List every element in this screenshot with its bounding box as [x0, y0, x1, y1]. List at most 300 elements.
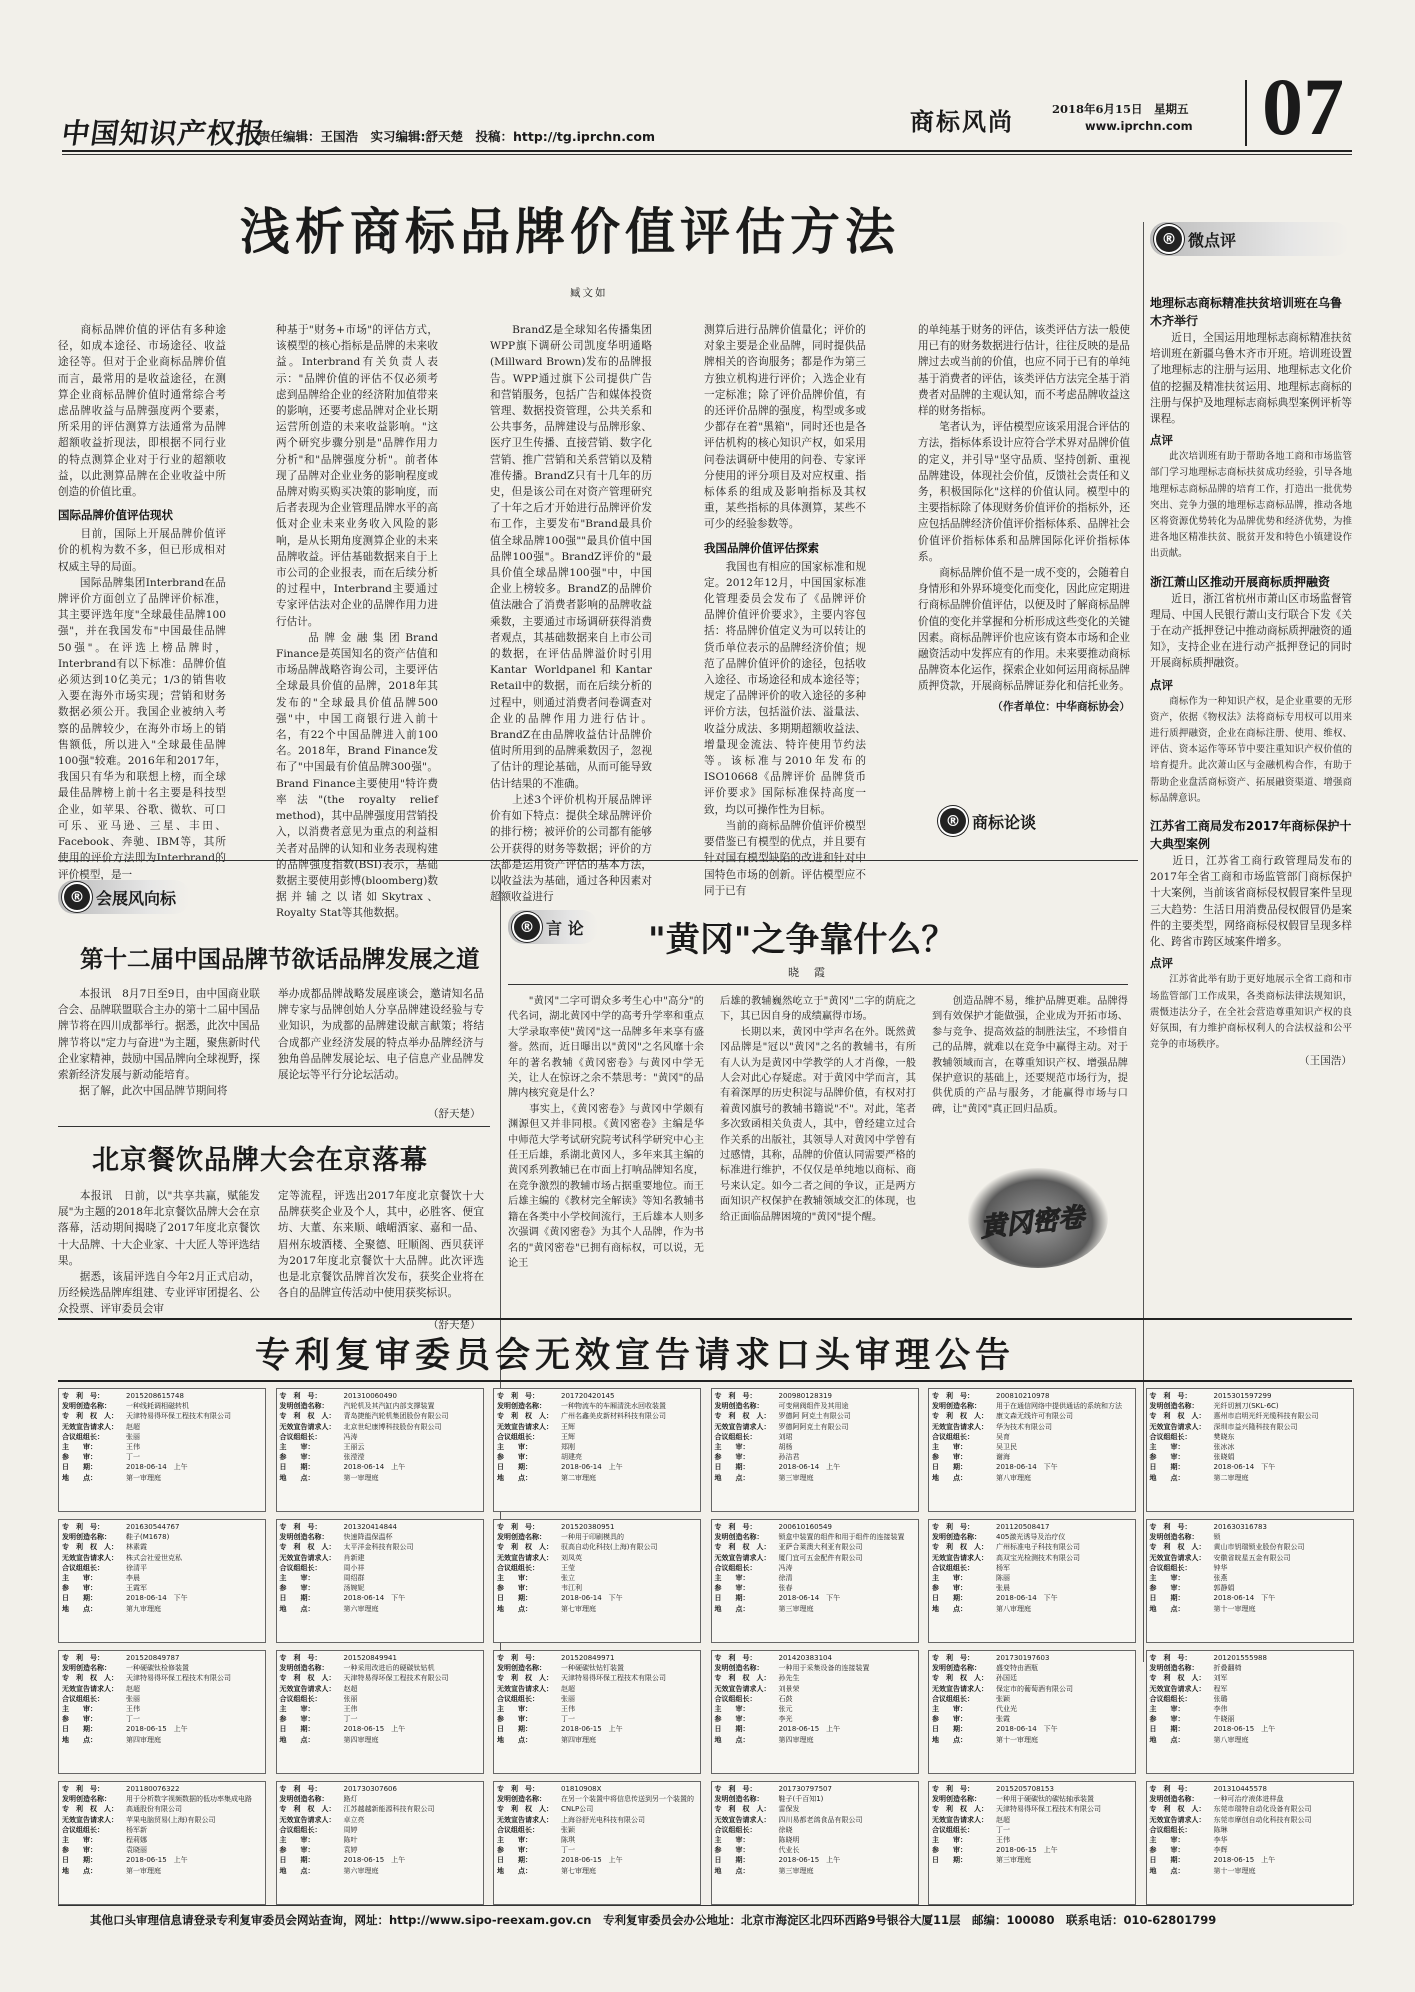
notice-field-label: 专 利 权 人： — [714, 1674, 771, 1683]
notice-field-label: 地 点： — [1149, 1735, 1185, 1744]
notice-field-value: 四川易都老鸽食品有限公司 — [778, 1815, 863, 1824]
notice-field-label: 主 审： — [497, 1574, 532, 1583]
micro-review-tag — [1150, 222, 1350, 256]
notice-field — [62, 1422, 262, 1432]
notice-field-value: 陈丽 — [996, 1574, 1010, 1583]
notice-field — [1150, 1835, 1350, 1845]
notice-field-value: 汽轮机及其汽缸内部支撑装置 — [343, 1402, 435, 1411]
notice-field-label: 专 利 号： — [279, 1392, 322, 1400]
notice-field — [1150, 1673, 1350, 1683]
notice-field — [497, 1604, 697, 1614]
notice-field — [932, 1714, 1132, 1724]
notice-field-label: 参 审： — [62, 1453, 97, 1462]
hearing-notice — [1146, 1519, 1354, 1643]
notice-field — [497, 1684, 697, 1694]
notice-field-label: 无效宣告请求人： — [279, 1553, 336, 1562]
notice-field-label: 专 利 号： — [932, 1392, 974, 1400]
notice-field-label: 专 利 权 人： — [932, 1543, 988, 1552]
notice-field — [932, 1694, 1132, 1704]
hearing-notice — [276, 1388, 484, 1512]
notice-field-label: 专 利 权 人： — [932, 1412, 988, 1421]
notice-field-value: 在另一个装置中将信息传送到另一个装置的 — [561, 1795, 694, 1804]
notice-field-value: 第一审理庭 — [343, 1473, 379, 1482]
notice-field-value: 第三审理庭 — [778, 1604, 814, 1613]
article-column-1 — [58, 322, 226, 883]
notice-field — [1150, 1563, 1350, 1573]
notice-field — [497, 1573, 697, 1583]
notice-field — [280, 1684, 480, 1694]
notice-field — [62, 1835, 262, 1845]
notice-field-label: 专 利 号： — [932, 1785, 974, 1793]
notice-field-value: 王伟 — [126, 1705, 140, 1714]
notice-field — [497, 1473, 697, 1483]
notice-field-value: 孙国廷 — [996, 1674, 1017, 1683]
notice-field-value: 200610160549 — [778, 1523, 832, 1531]
notice-field-label: 无效宣告请求人： — [714, 1684, 771, 1693]
notice-field — [932, 1563, 1132, 1573]
notice-field — [280, 1714, 480, 1724]
notice-field — [715, 1714, 915, 1724]
notice-field-label: 日 期： — [62, 1856, 97, 1865]
notice-field-label: 主 审： — [62, 1574, 97, 1583]
notice-field-label: 日 期： — [62, 1725, 97, 1734]
notice-field-value: 东莞市瑞特自动化设备有限公司 — [1213, 1805, 1312, 1814]
notice-field-label: 无效宣告请求人： — [714, 1815, 771, 1824]
notice-field-label: 发明创造名称： — [1149, 1795, 1199, 1804]
notice-field-value: 天津特易得环保工程技术有限公司 — [343, 1674, 449, 1683]
hearing-notice — [711, 1388, 919, 1512]
notice-field-value: 第六审理庭 — [343, 1866, 379, 1875]
notice-field — [280, 1815, 480, 1825]
notice-field-value: 张立 — [561, 1574, 575, 1583]
masthead-section-name: 商标风尚 — [910, 107, 1014, 136]
notice-field-value: 01810908X — [561, 1785, 602, 1793]
notice-field — [932, 1573, 1132, 1583]
notice-field — [497, 1825, 697, 1835]
notice-field-label: 发明创造名称： — [497, 1533, 546, 1542]
notice-field — [715, 1422, 915, 1432]
notice-field-label: 日 期： — [279, 1463, 315, 1472]
notice-field-value: 雷保发 — [778, 1805, 800, 1814]
notice-field — [280, 1473, 480, 1483]
notice-field-value: 2018-06-15 上午 — [561, 1856, 623, 1865]
notice-field-value: 2018-06-14 下午 — [343, 1594, 406, 1603]
notice-field — [932, 1391, 1132, 1401]
notice-field — [62, 1804, 262, 1814]
notice-field-label: 无效宣告请求人： — [1149, 1684, 1206, 1693]
notice-field-label: 主 审： — [932, 1443, 967, 1452]
notice-field-label: 无效宣告请求人： — [1149, 1422, 1206, 1431]
page-footer: 其他口头审理信息请登录专利复审委员会网站查询，网址：http://www.sipo-reexam.gov.cn 专利复审委员会办公地址：北京市海淀区北四环西路9号银谷大厦11层 邮编：100080 联系电话：010-62801799 — [90, 1913, 1217, 1927]
notice-field-label: 专 利 权 人： — [279, 1674, 336, 1683]
notice-field — [497, 1866, 697, 1876]
notice-field-value: 徐晓 — [778, 1825, 793, 1834]
notice-field — [62, 1411, 262, 1421]
notice-field-value: 鞋子(M1678) — [126, 1533, 170, 1542]
notice-field — [715, 1604, 915, 1614]
notice-field-label: 地 点： — [932, 1604, 967, 1613]
notice-field-value: 周婷 — [343, 1825, 358, 1834]
notice-field-label: 主 审： — [497, 1705, 532, 1714]
notice-field-value: 周绍群 — [343, 1574, 365, 1583]
notice-field — [62, 1583, 262, 1593]
notice-field — [62, 1663, 262, 1673]
notice-field-value: 一种采用改进后的硬碳钛钻机 — [343, 1664, 435, 1673]
notice-field — [280, 1694, 480, 1704]
notice-field-value: 201120508417 — [996, 1523, 1050, 1531]
notice-field-label: 专 利 权 人： — [714, 1805, 771, 1814]
notice-field-label: 专 利 号： — [1149, 1785, 1192, 1793]
notice-field-label: 参 审： — [62, 1715, 97, 1724]
notice-field-label: 发明创造名称： — [714, 1533, 764, 1542]
notice-field-label: 专 利 号： — [1149, 1523, 1192, 1531]
notice-field-value: 张晨 — [996, 1584, 1010, 1593]
notice-field-value: 陈叶 — [343, 1836, 358, 1845]
notice-field-label: 主 审： — [1149, 1705, 1185, 1714]
notice-field — [497, 1391, 697, 1401]
notice-field-label: 专 利 号： — [932, 1654, 974, 1662]
notice-field-label: 专 利 权 人： — [279, 1805, 336, 1814]
notice-field — [497, 1794, 697, 1804]
notice-field-value: 2015301597299 — [1213, 1392, 1272, 1400]
meeting-article-2-sign: （舒天楚） — [428, 1319, 481, 1331]
article-paragraph: 商标品牌价值的评估有多种途径，如成本途径、市场途径、收益途径等。但对于企业商标品牌价值而言，最常用的是收益途径，在测算企业商标品牌价值时通常综合考虑品牌收益与品牌强度两个要素，所采用的评估测算方法通常为品牌超额收益折现法，即根据不同行业的特点测算企业对于行业的超额收益，以此测算品牌在企业收益中所创造的价值比重。 — [58, 324, 226, 499]
notice-field-label: 专 利 权 人： — [279, 1543, 336, 1552]
image-title-text: 黄冈密卷 — [978, 1202, 1086, 1244]
notice-field-value: 冯涛 — [778, 1563, 793, 1572]
notice-field-label: 地 点： — [932, 1735, 967, 1744]
notice-field-value: 罗德阿 阿克土有限公司 — [778, 1412, 851, 1421]
notice-field — [62, 1532, 262, 1542]
notice-field — [1150, 1714, 1350, 1724]
notice-field — [715, 1724, 915, 1734]
notice-field — [497, 1452, 697, 1462]
notice-field — [280, 1835, 480, 1845]
meeting-headline-1: 第十二届中国品牌节欲话品牌发展之道 — [80, 945, 480, 973]
notice-field — [932, 1815, 1132, 1825]
notice-field-value: 王辉 — [561, 1432, 575, 1441]
notice-field — [497, 1694, 697, 1704]
notice-field — [715, 1704, 915, 1714]
notice-field-value: 201180076322 — [126, 1785, 180, 1793]
notice-field — [62, 1704, 262, 1714]
registered-mark-icon: ® — [64, 884, 90, 910]
notice-field-value: 冯涛 — [343, 1432, 358, 1441]
notice-field — [497, 1714, 697, 1724]
notice-field — [715, 1835, 915, 1845]
notice-field-value: 2018-06-15 上午 — [996, 1846, 1058, 1855]
notice-field-value: 王霞军 — [126, 1584, 147, 1593]
notice-field — [932, 1432, 1132, 1442]
notice-field — [1150, 1401, 1350, 1411]
notice-field-value: 谢海 — [996, 1453, 1010, 1462]
notice-field-label: 参 审： — [1149, 1584, 1185, 1593]
notice-field-label: 发明创造名称： — [497, 1664, 546, 1673]
notice-field — [932, 1825, 1132, 1835]
notice-field-value: 郭静娟 — [1213, 1584, 1235, 1593]
notice-field-label: 参 审： — [1149, 1715, 1185, 1724]
notice-field-value: 吴卫民 — [996, 1443, 1017, 1452]
notice-field — [932, 1401, 1132, 1411]
notice-field-value: 江苏越越新能源科技有限公司 — [343, 1805, 435, 1814]
notice-field-value: 代业长 — [778, 1846, 800, 1855]
notice-field-label: 参 审： — [1149, 1453, 1185, 1462]
notice-field-value: 一种用于印刷模具的 — [561, 1533, 624, 1542]
notice-field-value: 丁一 — [126, 1715, 140, 1724]
notice-field-value: 张霞 — [996, 1715, 1010, 1724]
hearing-notice — [493, 1650, 701, 1774]
notice-field-label: 无效宣告请求人： — [1149, 1553, 1206, 1562]
notice-field — [497, 1401, 697, 1411]
notice-field — [280, 1401, 480, 1411]
notice-field-label: 合议组组长： — [1149, 1563, 1192, 1572]
notice-field-label: 地 点： — [62, 1735, 97, 1744]
notice-field — [280, 1866, 480, 1876]
notice-field-label: 无效宣告请求人： — [714, 1422, 771, 1431]
notice-field-value: 康文森无线许可有限公司 — [996, 1412, 1073, 1421]
notice-field — [280, 1532, 480, 1542]
notice-field-value: 快速降温保温杯 — [343, 1533, 393, 1542]
notice-field — [62, 1522, 262, 1532]
main-byline: 臧文如 — [570, 287, 608, 299]
notice-field-label: 专 利 权 人： — [497, 1543, 553, 1552]
notice-field-value: 赵超 — [126, 1422, 140, 1431]
commentary-column-3: 创造品牌不易，维护品牌更难。品牌得到有效保护才能做强，企业成为开拓市场、参与竞争、提高效益的制胜法宝，不珍惜自己的品牌，就难以在竞争中赢得主动。对于教辅领域而言，在尊重知识产权、增强品牌保护意识的基础上，还要规范市场行为，提供优质的产品与服务，才能赢得市场与口碑，让"黄冈"真正回归品质。 — [932, 996, 1128, 1115]
notice-field-value: 代业光 — [996, 1705, 1017, 1714]
notice-field — [715, 1653, 915, 1663]
notice-field — [715, 1855, 915, 1865]
masthead-date: 2018年6月15日 星期五 — [1052, 102, 1189, 116]
notice-field — [497, 1522, 697, 1532]
notice-field — [1150, 1845, 1350, 1855]
notice-field — [715, 1462, 915, 1472]
notice-field-label: 参 审： — [932, 1584, 967, 1593]
notice-field-label: 主 审： — [279, 1574, 315, 1583]
notice-field-label: 无效宣告请求人： — [932, 1553, 988, 1562]
notice-field — [497, 1593, 697, 1603]
notice-field-value: 200810210978 — [996, 1392, 1050, 1400]
notice-field-value: 高双宝光检测技术有限公司 — [996, 1553, 1080, 1562]
notice-field-value: 李伟 — [1213, 1705, 1228, 1714]
notice-field-value: 徐清平 — [126, 1563, 147, 1572]
notice-field-label: 参 审： — [279, 1453, 315, 1462]
notice-field-value: 2018-06-15 上午 — [778, 1856, 841, 1865]
notice-field-label: 参 审： — [932, 1715, 967, 1724]
notice-field — [280, 1855, 480, 1865]
meeting-section-tag — [58, 880, 190, 914]
notice-field-value: 青岛捷能汽轮机集团股份有限公司 — [343, 1412, 449, 1421]
notice-field — [1150, 1411, 1350, 1421]
masthead-url: www.iprchn.com — [1085, 119, 1193, 133]
notice-field-label: 发明创造名称： — [62, 1402, 111, 1411]
notice-field-value: 2015205708153 — [996, 1785, 1054, 1793]
notice-field-label: 专 利 号： — [62, 1654, 104, 1662]
notice-field-label: 专 利 号： — [1149, 1392, 1192, 1400]
notice-field-value: 刘景荣 — [778, 1684, 800, 1693]
hearing-notice — [58, 1519, 266, 1643]
notice-field-value: 陈琳 — [1213, 1825, 1228, 1834]
notice-field — [497, 1462, 697, 1472]
notice-field — [62, 1794, 262, 1804]
notice-field-value: 张丽 — [561, 1694, 575, 1703]
notice-field — [1150, 1684, 1350, 1694]
notice-field-label: 专 利 号： — [62, 1523, 104, 1531]
notice-field-label: 日 期： — [714, 1594, 750, 1603]
hearing-notice — [1146, 1388, 1354, 1512]
notice-field-label: 地 点： — [279, 1604, 315, 1613]
notice-field — [715, 1563, 915, 1573]
notice-field-label: 无效宣告请求人： — [279, 1815, 336, 1824]
notice-field — [715, 1401, 915, 1411]
notice-field-label: 合议组组长： — [714, 1825, 757, 1834]
notice-field — [932, 1473, 1132, 1483]
registered-mark-icon: ® — [514, 914, 540, 940]
notice-field-value: 一种可治疗液体进样盘 — [1213, 1795, 1284, 1804]
notice-field — [280, 1825, 480, 1835]
meeting-headline-2: 北京餐饮品牌大会在京落幕 — [92, 1145, 428, 1176]
notice-field-value: 丁一 — [126, 1453, 140, 1462]
notice-field-value: 张元 — [778, 1705, 793, 1714]
notice-field-value: 刘军 — [1213, 1674, 1228, 1683]
notice-field-label: 发明创造名称： — [932, 1533, 981, 1542]
notice-field-value: 安徽省皖星五金有限公司 — [1213, 1553, 1291, 1562]
notice-field-value: 第四审理庭 — [561, 1735, 596, 1744]
notice-field-value: 2018-06-14 下午 — [996, 1594, 1058, 1603]
notice-field-value: 张丽 — [343, 1694, 358, 1703]
hearing-notice — [58, 1781, 266, 1905]
notice-field — [280, 1583, 480, 1593]
notice-field-value: 保定市的葡萄酒有限公司 — [996, 1684, 1073, 1693]
notice-field-label: 无效宣告请求人： — [497, 1422, 553, 1431]
huanggang-exam-book-image — [968, 1168, 1108, 1268]
notice-field — [932, 1411, 1132, 1421]
notice-field-label: 主 审： — [932, 1705, 967, 1714]
notice-field-label: 专 利 号： — [1149, 1654, 1192, 1662]
notice-field-value: 王莹 — [561, 1563, 575, 1572]
notice-field-value: 光纤切割刀(SKL-6C) — [1213, 1402, 1279, 1411]
notice-field — [1150, 1432, 1350, 1442]
notice-field-label: 主 审： — [279, 1443, 315, 1452]
notice-field-value: 第三审理庭 — [778, 1866, 814, 1875]
notice-field — [715, 1442, 915, 1452]
notice-field-value: 第四审理庭 — [343, 1735, 379, 1744]
notice-field-value: 陈晓明 — [778, 1836, 800, 1845]
notice-field-value: 第十一审理庭 — [996, 1735, 1038, 1744]
notice-field-label: 专 利 权 人： — [932, 1805, 988, 1814]
hearing-notice — [1146, 1650, 1354, 1774]
notice-field-label: 无效宣告请求人： — [932, 1422, 988, 1431]
notice-field — [1150, 1825, 1350, 1835]
notice-field — [1150, 1724, 1350, 1734]
notice-field — [280, 1452, 480, 1462]
notice-field-value: 用于分析数字视频数据的低功率集成电路 — [126, 1795, 252, 1804]
notice-field-label: 合议组组长： — [1149, 1825, 1192, 1834]
notice-field — [280, 1845, 480, 1855]
notice-field-value: 2018-06-14 上午 — [126, 1463, 188, 1472]
notice-field — [62, 1866, 262, 1876]
notice-field-value: 一种用于硬碳钛的碳钻轴承装置 — [996, 1795, 1094, 1804]
review-label: 点评 — [1150, 677, 1173, 692]
notice-field — [62, 1442, 262, 1452]
notice-field-label: 主 审： — [279, 1836, 315, 1845]
notice-field-value: 杨军新 — [126, 1825, 147, 1834]
notice-field — [62, 1815, 262, 1825]
notice-field — [280, 1804, 480, 1814]
notice-field — [280, 1653, 480, 1663]
notice-field — [280, 1422, 480, 1432]
notice-field-value: 第三审理庭 — [996, 1856, 1031, 1865]
notice-field-value: 张冰冰 — [1213, 1443, 1235, 1452]
commentary — [508, 868, 1138, 1338]
notice-field-label: 发明创造名称： — [279, 1664, 329, 1673]
notice-field-value: 华为技术有限公司 — [996, 1422, 1052, 1431]
notice-field-value: 第四审理庭 — [126, 1735, 161, 1744]
notice-field-label: 参 审： — [1149, 1846, 1185, 1855]
notice-field — [280, 1573, 480, 1583]
article-column-2: 种基于"财务+市场"的评估方式，该模型的核心指标是品牌的未来收益。Interbrand有关负责人表示："品牌价值的评估不仅必须考虑到品牌给企业的经济附加值带来的影响，还要考虑品牌对企业长期运营所创造的未来收益影响。"这两个研究步骤分别是"品牌作用力分析"和"品牌强度分析"。前者体现了品牌对企业业务的影响程度或品牌对购买购买决策的影响度，而后者表现为企业管理品牌水平的高低对企业未来业务收入风险的影响，是从长期角度测算企业的未来品牌收益。评估基础数据来自于上市公司的企业报表，而在后续分析的过程中，Interbrand主要通过专家评估法对企业的品牌作用力进行估计。 品牌金融集团Brand Finance是英国知名的资产估值和市场品牌战略咨询公司，主要评估全球最具价值的品牌，2018年其发布的"全球最具价值品牌500强"中，中国工商银行进入前十名，有22个中国品牌进入前100名。2018年，Brand Finance发布了"中国最有价值品牌300强"。Brand Finance主要使用"特许费率法"(the royalty relief method)，其中品牌强度用营销投入，以消费者意见为重点的利益相关者对品牌的认知和业务表现构建的品牌强度指数(BSI)表示，基础数据主要使用彭博(bloomberg)数据并辅之以诸如Skytrax、Royalty Stat等其他数据。 — [276, 324, 438, 920]
notice-field — [932, 1653, 1132, 1663]
meeting-article-1-col2: 举办成都品牌战略发展座谈会，邀请知名品牌专家与品牌创始人分享品牌建设经验与专业知识，为成都的品牌建设献言献策；将结合成都产业经济发展的特点举办品牌经济与独角兽品牌发展论坛、电子信息产业品牌发展论坛等平行分论坛活动。 — [278, 988, 484, 1082]
notice-field — [932, 1704, 1132, 1714]
notice-field-label: 发明创造名称： — [279, 1402, 329, 1411]
notice-field — [280, 1784, 480, 1794]
notice-field-value: 201630316783 — [1213, 1523, 1267, 1531]
notice-field-value: 汤婉妮 — [343, 1584, 365, 1593]
notice-field-value: 2018-06-15 上午 — [561, 1725, 623, 1734]
hearing-notice-grid — [58, 1388, 1354, 1908]
article-paragraph: 测算后进行品牌价值量化；评价的对象主要是企业品牌，同时提供品牌相关的咨询服务；都是作为第三方独立机构进行评价；入选企业有一定标准；除了评价品牌价值，有的还评价品牌的强度，构型或多或少都存在着"黑箱"，同时还也是各评估机构的核心知识产权，如采用问卷法调研中使用的问卷、专家评分使用的评分项目及对应权重、指标体系的组成及影响指标及其权重，某些指标的具体测算，某些不可少的经验参数等。 — [704, 324, 866, 531]
notice-field-value: 第二审理庭 — [561, 1473, 596, 1482]
notice-field — [497, 1815, 697, 1825]
notice-field-value: 2018-06-14 下午 — [996, 1725, 1058, 1734]
notice-field-value: 201520849941 — [343, 1654, 397, 1662]
article-column-4 — [704, 322, 866, 897]
notice-field-value: 201730197603 — [996, 1654, 1050, 1662]
notice-field — [1150, 1532, 1350, 1542]
notice-field-value: 2018-06-14 下午 — [126, 1594, 188, 1603]
notice-field — [715, 1825, 915, 1835]
notice-field-label: 参 审： — [932, 1453, 967, 1462]
notice-field-value: 张璐 — [1213, 1694, 1228, 1703]
notice-field-value: 201320414844 — [343, 1523, 397, 1531]
notice-field-label: 日 期： — [1149, 1856, 1185, 1865]
notice-field — [932, 1845, 1132, 1855]
notice-field-value: 黄山市钥瑞锁业股份有限公司 — [1213, 1543, 1305, 1552]
notice-field — [932, 1442, 1132, 1452]
notice-field-label: 参 审： — [497, 1715, 532, 1724]
article-column-3: BrandZ是全球知名传播集团WPP旗下调研公司凯度华明通略(Millward Brown)发布的品牌报告。WPP通过旗下公司提供广告和营销服务，包括广告和媒体投资管理、数据投资管理，公共关系和公共事务，品牌建设与品牌形象、医疗卫生传播、直接营销、数字化营销、推广营销和关系营销以及精准传播。BrandZ只有十几年的历史，但是该公司在对资产管理研究了十年之后才开始进行品牌评价发布工作，主要发布"Brand最具价值全球品牌100强""最具价值中国品牌100强"。BrandZ评价的"最具价值全球品牌100强"中，中国企业上榜较多。BrandZ的品牌价值法融合了消费者影响的品牌收益乘数，主要通过市场调研获得消费者观点，其基础数据来自上市公司的数据，在评估品牌溢价时引用Kantar Worldpanel和Kantar Retail中的数据，而在后续分析的过程中，则通过消费者问卷调查对企业的品牌作用力进行估计。BrandZ在由品牌收益估计品牌价值时所用到的品牌乘数因子，忽视了估计的理论基础，从而可能导致估计结果的不准确。 上述3个评价机构开展品牌评价有如下特点：提供全球品牌评价的排行榜；被评价的公司都有能够公开获得的财务等数据；评价的方法都是运用资产评估的基本方法，以收益法为基础，通过各种因素对超额收益进行 — [490, 324, 652, 904]
notice-field-value: 王伟 — [996, 1836, 1010, 1845]
notice-field — [62, 1653, 262, 1663]
notice-field-value: 林素霞 — [126, 1543, 147, 1552]
notice-field-value: 201310060490 — [343, 1392, 397, 1400]
notice-field — [497, 1845, 697, 1855]
notice-field — [932, 1604, 1132, 1614]
notice-field — [715, 1804, 915, 1814]
masthead-editors: 责任编辑：王国浩 实习编辑:舒天楚 投稿：http://tg.iprchn.com — [258, 129, 655, 144]
notice-field — [715, 1452, 915, 1462]
notice-field-value: 杨军 — [996, 1563, 1010, 1572]
notice-field-label: 地 点： — [279, 1473, 315, 1482]
notice-field — [1150, 1442, 1350, 1452]
notice-field-value: 张晓娟 — [1213, 1453, 1235, 1462]
notice-field-value: 东莞市摩创自动化科技有限公司 — [1213, 1815, 1312, 1824]
hearing-notice — [493, 1388, 701, 1512]
notice-field — [62, 1573, 262, 1583]
notice-field-value: 2018-06-15 上午 — [343, 1725, 406, 1734]
notice-field-label: 合议组组长： — [932, 1432, 974, 1441]
notice-field — [932, 1522, 1132, 1532]
